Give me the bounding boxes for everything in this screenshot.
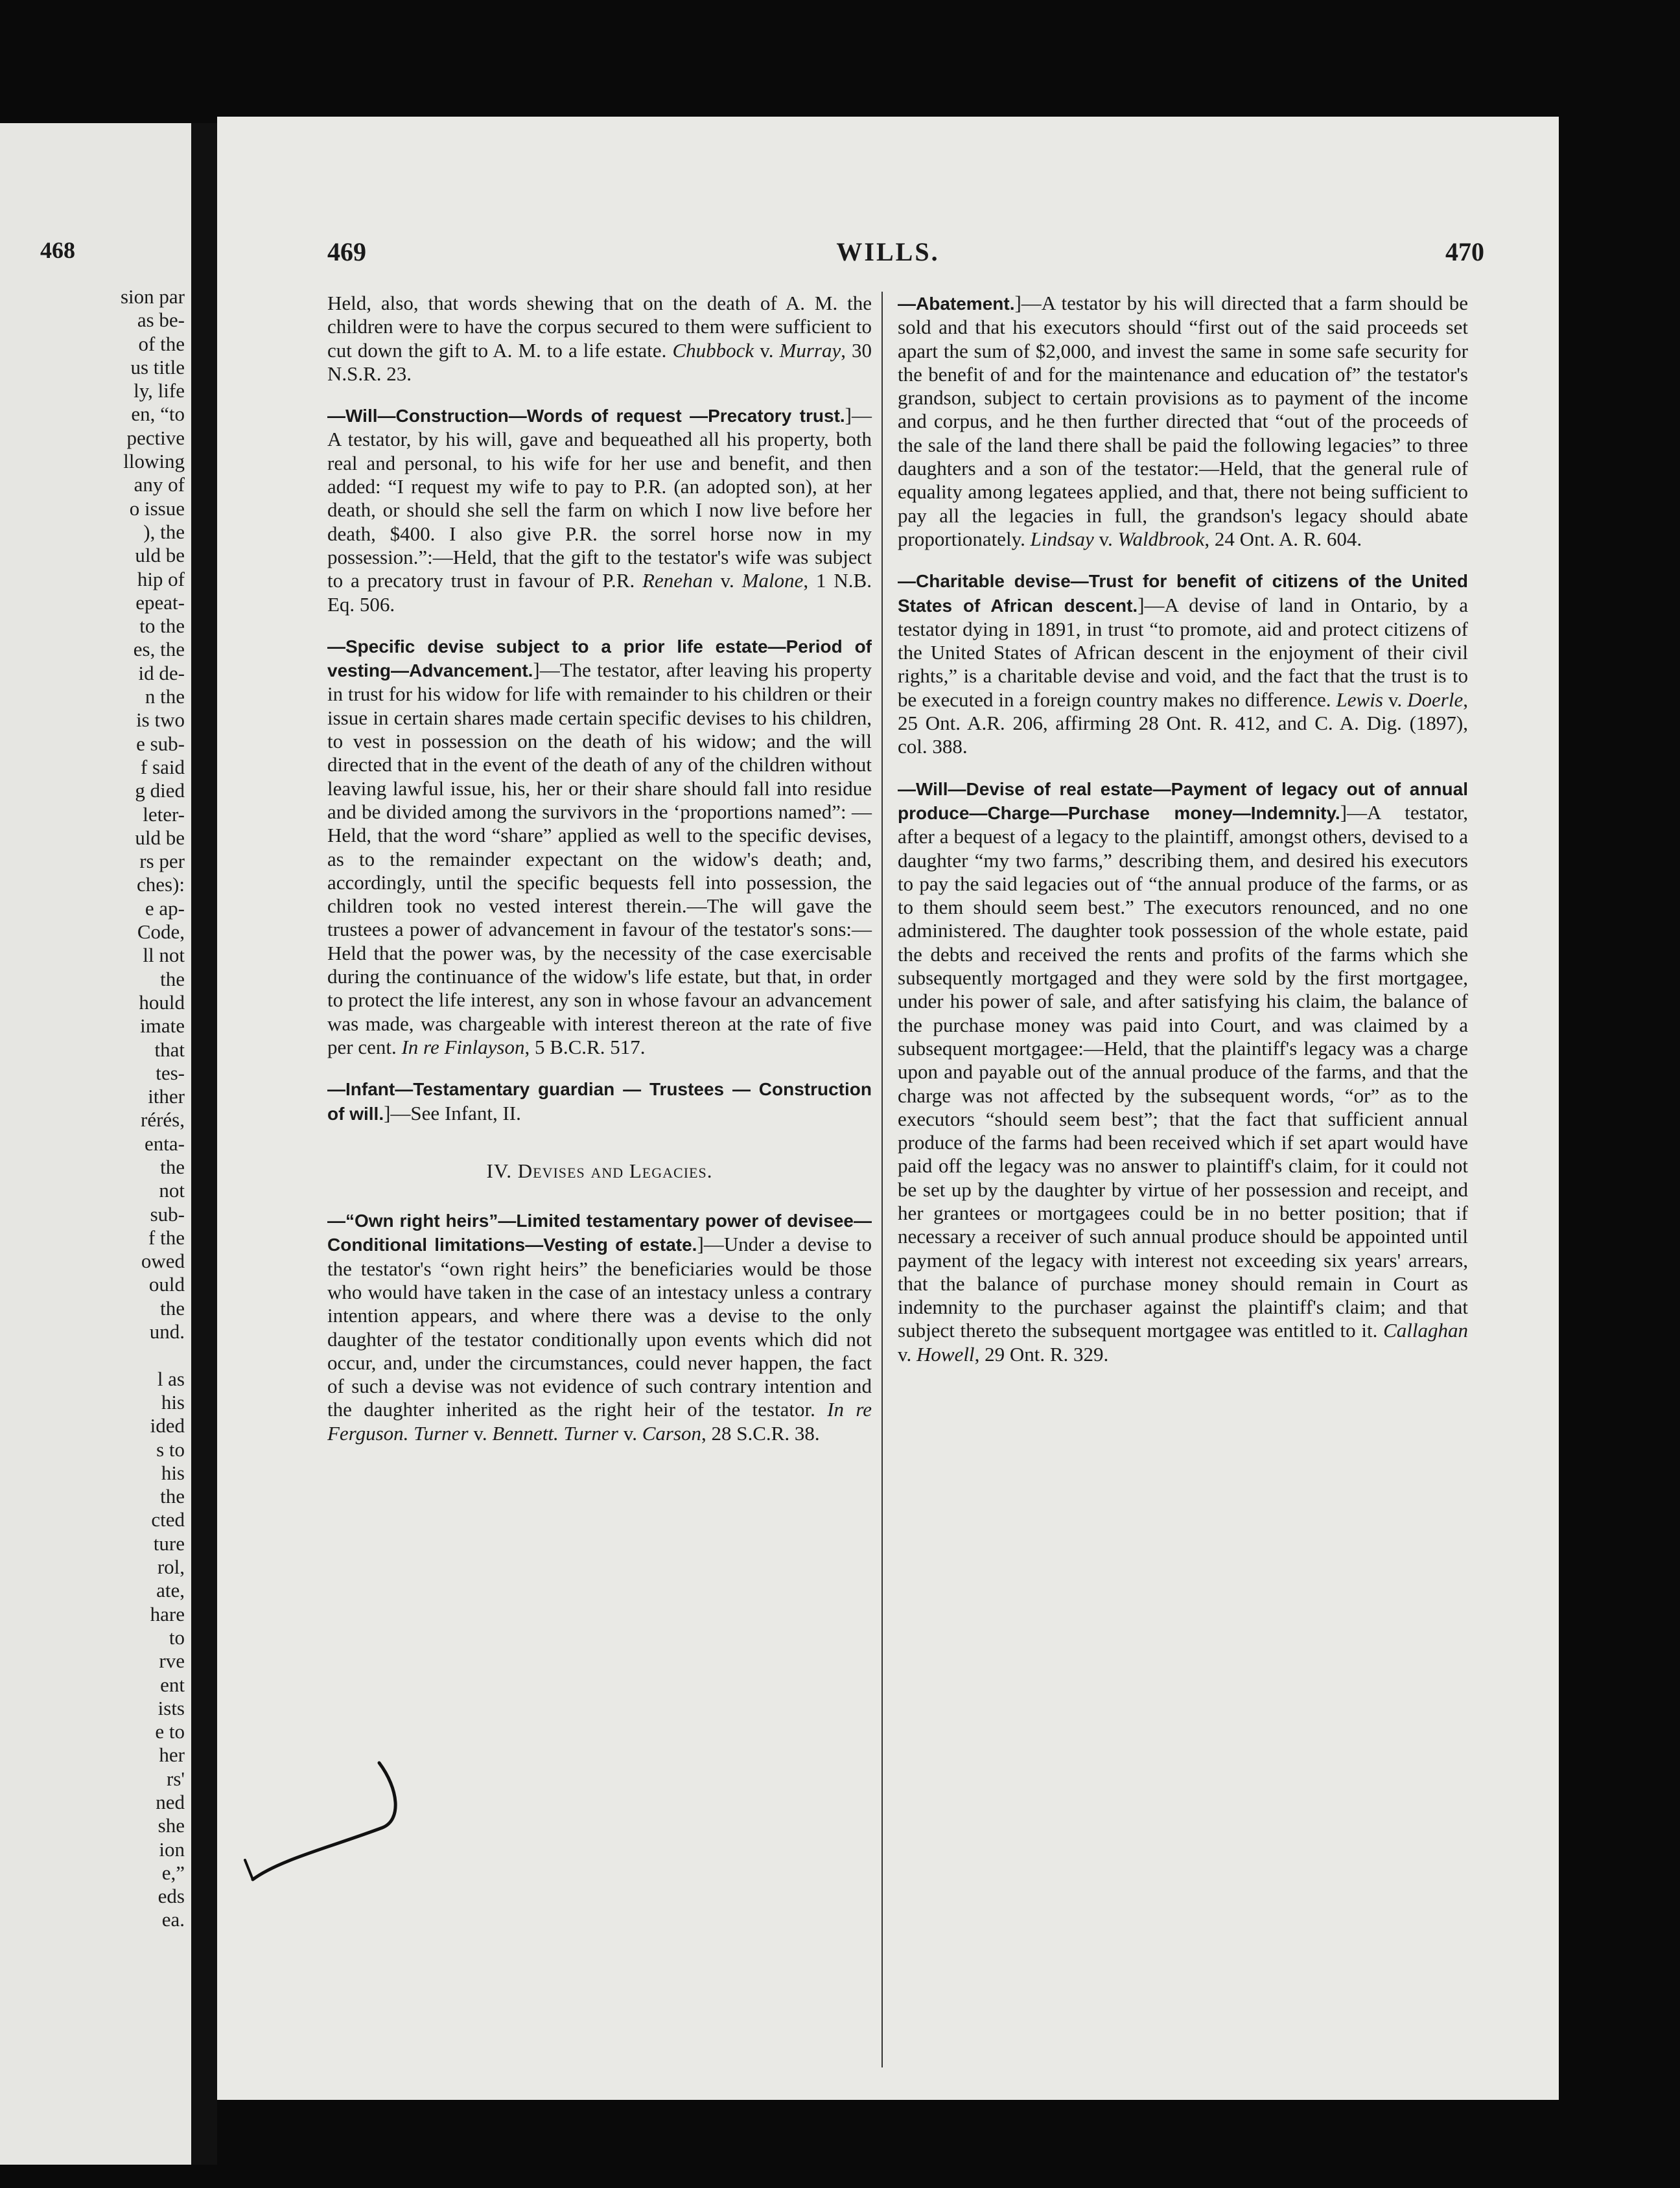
facing-page-line: his xyxy=(161,1390,185,1414)
facing-page-line: f the xyxy=(148,1226,185,1249)
case-name: In re Finlayson xyxy=(401,1035,525,1058)
case-party: Murray xyxy=(779,338,841,362)
facing-page-line: ither xyxy=(148,1085,185,1108)
case-party: Bennett. Turner xyxy=(492,1421,618,1445)
section-heading: IV. Devises and Legacies. xyxy=(486,1159,713,1182)
citation: , 29 Ont. R. 329. xyxy=(974,1342,1109,1366)
facing-page-line: the xyxy=(160,967,185,990)
facing-page-line: ate, xyxy=(156,1579,185,1602)
facing-page-line: e ap- xyxy=(145,896,185,920)
case-party: Howell xyxy=(916,1342,975,1366)
handwritten-pen-mark xyxy=(240,1750,408,1892)
facing-page-line: rs' xyxy=(167,1767,185,1790)
book-page xyxy=(217,117,1559,2100)
citation: , 30 N.S.R. 23. xyxy=(327,338,872,385)
entry-heading: —Specific devise subject to a prior life estate—Period of vesting—Advancement. xyxy=(327,636,872,681)
facing-page-line: ion xyxy=(159,1837,185,1861)
facing-page-line: ly, life xyxy=(134,379,185,402)
book-gutter xyxy=(191,123,217,2165)
facing-page-line xyxy=(55,1344,185,1367)
facing-page-line: ent xyxy=(160,1673,185,1696)
facing-page-line: to the xyxy=(139,614,185,638)
versus: v. xyxy=(468,1421,493,1445)
entry-text: ]—A devise of land in Ontario, by a testator dying in 1891, in trust “to promote, aid and protect citizens of the United States of African descent in the enjoyment of their civil rights,” is a charitable devise and void, and the fact that the trust is to be executed in a foreign country makes no difference. xyxy=(898,593,1468,711)
entry-text: Held, also, that words shewing that on the death of A. M. the children were to have the corpus secured to them were sufficient to cut down the gift to A. M. to a life estate. xyxy=(327,292,872,362)
facing-page-line: s to xyxy=(156,1437,185,1461)
page-header xyxy=(217,237,1559,275)
entry-heading: —Charitable devise—Trust for benefit of citizens of the United States of African descent. xyxy=(898,571,1468,616)
facing-page-line: rol, xyxy=(157,1555,185,1579)
facing-page-line: o issue xyxy=(129,496,185,520)
facing-page-fragment xyxy=(0,123,191,2165)
digest-entry xyxy=(327,1209,872,1445)
entry-text: ]—Under a devise to the testator's “own right heirs” the beneficiaries would be those who would have taken in the case of an intestacy unless a contrary intention appears, and where there was a devise to the only daughter of the testator conditionally upon events which did not occur, and, under the circumstances, could never happen, the fact of such a devise was not evidence of such contrary intention and the daughter inherited as the right heir of the testator. xyxy=(327,1233,872,1421)
case-name: Renehan xyxy=(642,569,713,592)
facing-page-text xyxy=(55,285,185,1932)
facing-page-line: rérés, xyxy=(141,1108,185,1132)
page-number-left: 469 xyxy=(327,237,366,266)
facing-page-line: tes- xyxy=(156,1061,185,1084)
entry-heading: —“Own right heirs”—Limited testamentary power of devisee—Conditional limitations—Vesting of estate. xyxy=(327,1211,872,1255)
entry-heading: —Abatement. xyxy=(898,294,1015,314)
entry-text: ]—See Infant, II. xyxy=(384,1101,521,1124)
case-name: Callaghan xyxy=(1383,1319,1468,1342)
left-column xyxy=(327,292,872,1463)
facing-page-line: the xyxy=(160,1296,185,1320)
facing-page-line: owed xyxy=(141,1250,185,1273)
facing-page-line: hould xyxy=(139,990,185,1014)
digest-entry xyxy=(327,404,872,616)
facing-page-line: rs per xyxy=(139,850,185,873)
facing-page-line: the xyxy=(160,1485,185,1508)
facing-page-line: uld be xyxy=(135,544,185,567)
facing-page-line: ches): xyxy=(136,873,185,896)
facing-page-line: hip of xyxy=(137,567,185,590)
facing-page-line: her xyxy=(159,1743,185,1767)
versus: v. xyxy=(898,1342,916,1366)
digest-entry xyxy=(327,292,872,386)
entry-text: ]—A testator, by his will, gave and bequeathed all his property, both real and personal, to his wife for her use and benefit, and then added: “I request my wife to pay to P.R. (an adopted son), at her death, or should she sell the farm on which I now live before her death, $400. I also give P.R. the sorrel horse now in my possession.”:—Held, that the gift to the testator's wife was subject to a precatory trust in favour of P.R. xyxy=(327,404,872,592)
facing-page-line: as be- xyxy=(137,308,185,332)
versus: v. xyxy=(618,1421,642,1445)
facing-page-line: id de- xyxy=(138,661,185,684)
facing-page-line: leter- xyxy=(143,802,185,826)
facing-page-line: sion par xyxy=(120,285,185,308)
right-column xyxy=(898,292,1468,1384)
facing-page-line: en, “to xyxy=(131,402,185,426)
digest-entry xyxy=(898,777,1468,1366)
facing-page-line: ned xyxy=(156,1791,185,1813)
facing-page-line: llowing xyxy=(123,450,185,473)
facing-page-line: uld be xyxy=(135,826,185,849)
facing-page-line: ists xyxy=(158,1696,185,1719)
facing-page-line: ided xyxy=(150,1414,185,1437)
facing-page-line: e to xyxy=(155,1720,185,1743)
facing-page-line: that xyxy=(154,1038,185,1061)
facing-page-line: g died xyxy=(135,779,185,802)
digest-entry xyxy=(327,634,872,1059)
digest-entry xyxy=(898,569,1468,758)
page-number-right: 470 xyxy=(1445,237,1484,266)
entry-heading: —Will—Devise of real estate—Payment of legacy out of annual produce—Charge—Purchase money—Indemnity. xyxy=(898,778,1468,823)
facing-page-line: his xyxy=(161,1461,185,1484)
facing-page-line: enta- xyxy=(145,1132,185,1155)
case-name: In re Ferguson. Turner xyxy=(327,1398,872,1445)
facing-page-line: epeat- xyxy=(135,590,185,614)
case-party: Malone xyxy=(741,569,804,592)
facing-page-number: 468 xyxy=(40,237,75,263)
facing-page-line: pective xyxy=(126,426,185,449)
facing-page-line: e sub- xyxy=(136,732,185,755)
running-title: WILLS. xyxy=(836,237,940,266)
case-party: Waldbrook xyxy=(1117,527,1205,550)
case-name: Chubbock xyxy=(672,338,754,362)
facing-page-line: rve xyxy=(159,1649,185,1673)
case-name: Lewis xyxy=(1336,688,1383,711)
facing-page-line: und. xyxy=(149,1320,185,1344)
facing-page-line: us title xyxy=(130,355,185,378)
entry-text: ]—The testator, after leaving his property in trust for his widow for life with remainder to his children or their issue in certain shares made certain specific devises to his children, to vest in possession on the death of his widow; and the will directed that in the event of the death of any of the children without leaving lawful issue, his, her or their share should fall into residue and be divided among the survivors in the ‘proportions named”: — Held, that the word “share” applied as well to the specific devises, as to the remainder expectant on the widow's death; and, accordingly, until the specific bequests fell into possession, the children took no vested interest therein.—The will gave the trustees a power of advancement in favour of the testator's sons:—Held that the power was, by the necessity of the case exercisable during the continuance of the widow's life estate, but that, in order to protect the life interest, any son in whose favour an advancement was made, was chargeable with interest thereon at the rate of five per cent. xyxy=(327,658,872,1058)
facing-page-line: she xyxy=(158,1814,185,1837)
facing-page-line: is two xyxy=(136,708,185,732)
case-party: Doerle xyxy=(1407,688,1464,711)
versus: v. xyxy=(1093,527,1118,550)
column-divider xyxy=(881,292,883,2067)
entry-text: ]—A testator by his will directed that a farm should be sold and that his executors should “first out of the said proceeds set apart the sum of $2,000, and invest the same in some safe security for the benefit of and for the maintenance and education of” the testator's grandson, subject to certain provisions as to payment of the income and corpus, and he then further directed that “out of the proceeds of the sale of the land there shall be paid the following legacies” to three daughters and a son of the testator:—Held, that the general rule of equality among legatees applied, and that, there not being sufficient to pay all the legacies in full, the grandson's legacy should abate proportionately. xyxy=(898,292,1468,550)
facing-page-line: n the xyxy=(145,685,185,708)
digest-entry xyxy=(327,1077,872,1126)
entry-heading: —Will—Construction—Words of request —Precatory trust. xyxy=(327,406,845,426)
entry-heading: —Infant—Testamentary guardian — Trustees — Construction of will. xyxy=(327,1079,872,1124)
facing-page-line: hare xyxy=(150,1602,185,1625)
case-party: Carson xyxy=(642,1421,702,1445)
facing-page-line: es, the xyxy=(133,638,185,661)
facing-page-line: any of xyxy=(134,473,185,496)
versus: v. xyxy=(1382,688,1408,711)
facing-page-line: eds xyxy=(158,1885,185,1908)
facing-page-line: ture xyxy=(153,1531,185,1555)
facing-page-line: not xyxy=(159,1179,185,1202)
page-edge-shadow xyxy=(1559,117,1643,2100)
facing-page-line: e,” xyxy=(161,1861,185,1884)
citation: , 28 S.C.R. 38. xyxy=(701,1421,820,1445)
facing-page-line: f said xyxy=(140,755,185,778)
facing-page-line: ould xyxy=(148,1273,185,1296)
facing-page-line: to xyxy=(169,1625,185,1649)
citation: , 24 Ont. A. R. 604. xyxy=(1204,527,1362,550)
citation: , 25 Ont. A.R. 206, affirming 28 Ont. R. 412, and C. A. Dig. (1897), col. 388. xyxy=(898,688,1468,758)
versus: v. xyxy=(712,569,742,592)
facing-page-line: ll not xyxy=(143,944,185,967)
entry-text: ]—A testator, after a bequest of a legacy to the plaintiff, amongst others, devised to a daughter “my two farms,” describing them, and desired his executors to pay the said legacies out of “the annual produce of the farms, or as to them should seem best.” The executors renounced, and no one administered. The daughter took possession of the whole estate, paid the debts and received the rents and profits of the farms which she subsequently mortgaged and they were sold by the first mortgagee, under his power of sale, and after satisfying his claim, the balance of the purchase money was paid into Court, and was claimed by a subsequent mortgagee:—Held, that the plaintiff's legacy was a charge upon and payable out of the annual produce of the farms, and that the charge was not affected by the subsequent words, “or” as to the executors “should seem best”; that the fact that sufficient annual produce of the farms had been received which if set apart would have paid off the legacy was no answer to plaintiff's claim, for it could not be set up by the daughter by virtue of her possession and receipt, and her grantees or mortgagees could be in no better position; that if necessary a receiver of such annual produce should be appointed until payment of the legacy with interest not exceeding six years' arrears, that the balance of purchase money should remain in Court as indemnity to the purchaser against the plaintiff's claim; and that subject thereto the subsequent mortgagee was entitled to it. xyxy=(898,800,1468,1342)
facing-page-line: the xyxy=(160,1155,185,1178)
case-name: Lindsay xyxy=(1030,527,1094,550)
citation: , 5 B.C.R. 517. xyxy=(524,1035,646,1058)
facing-page-line: cted xyxy=(151,1508,185,1531)
citation: , 1 N.B. Eq. 506. xyxy=(327,569,872,616)
facing-page-line: ), the xyxy=(143,520,185,543)
facing-page-line: sub- xyxy=(150,1202,185,1226)
facing-page-line: Code, xyxy=(137,920,185,944)
digest-entry xyxy=(898,292,1468,551)
facing-page-line: imate xyxy=(140,1014,185,1038)
versus: v. xyxy=(754,338,780,362)
facing-page-line: of the xyxy=(138,332,185,355)
facing-page-line: l as xyxy=(157,1367,185,1390)
facing-page-line: ea. xyxy=(161,1908,185,1931)
